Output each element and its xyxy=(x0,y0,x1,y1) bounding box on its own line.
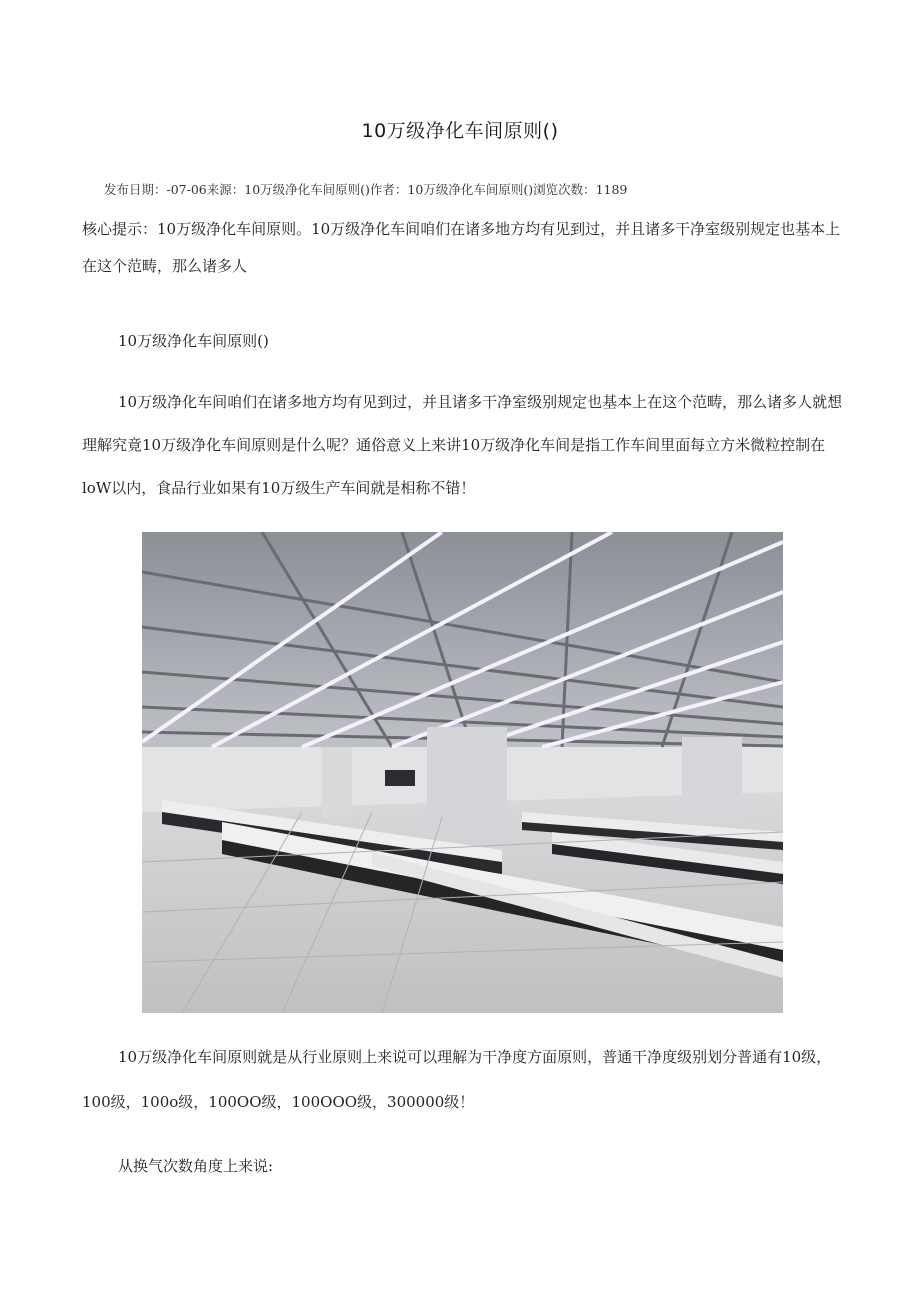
meta-line: 发布日期：-07-06来源：10万级净化车间原则()作者：10万级净化车间原则()浏览次数：1189 xyxy=(104,182,628,197)
section-subheading: 10万级净化车间原则() xyxy=(118,332,269,350)
body-paragraph-3: 从换气次数角度上来说: xyxy=(118,1157,274,1175)
body-paragraph-2: 10万级净化车间原则就是从行业原则上来说可以理解为干净度方面原则，普通干净度级别划分普通有10级，100级，100o级，100OO级，100OOO级，300000级！ xyxy=(82,1048,832,1111)
document-title: 10万级净化车间原则() xyxy=(361,120,559,142)
summary-paragraph: 核心提示：10万级净化车间原则。10万级净化车间咱们在诸多地方均有见到过，并且诸多干净室级别规定也基本上在这个范畴，那么诸多人 xyxy=(82,220,841,275)
cleanroom-photo xyxy=(142,532,783,1013)
body-paragraph-1: 10万级净化车间咱们在诸多地方均有见到过，并且诸多干净室级别规定也基本上在这个范畴，那么诸多人就想理解究竟10万级净化车间原则是什么呢？通俗意义上来讲10万级净化车间是指工作车间里面每立方米微粒控制在loW以内，食品行业如果有10万级生产车间就是相称不错！ xyxy=(82,393,843,497)
